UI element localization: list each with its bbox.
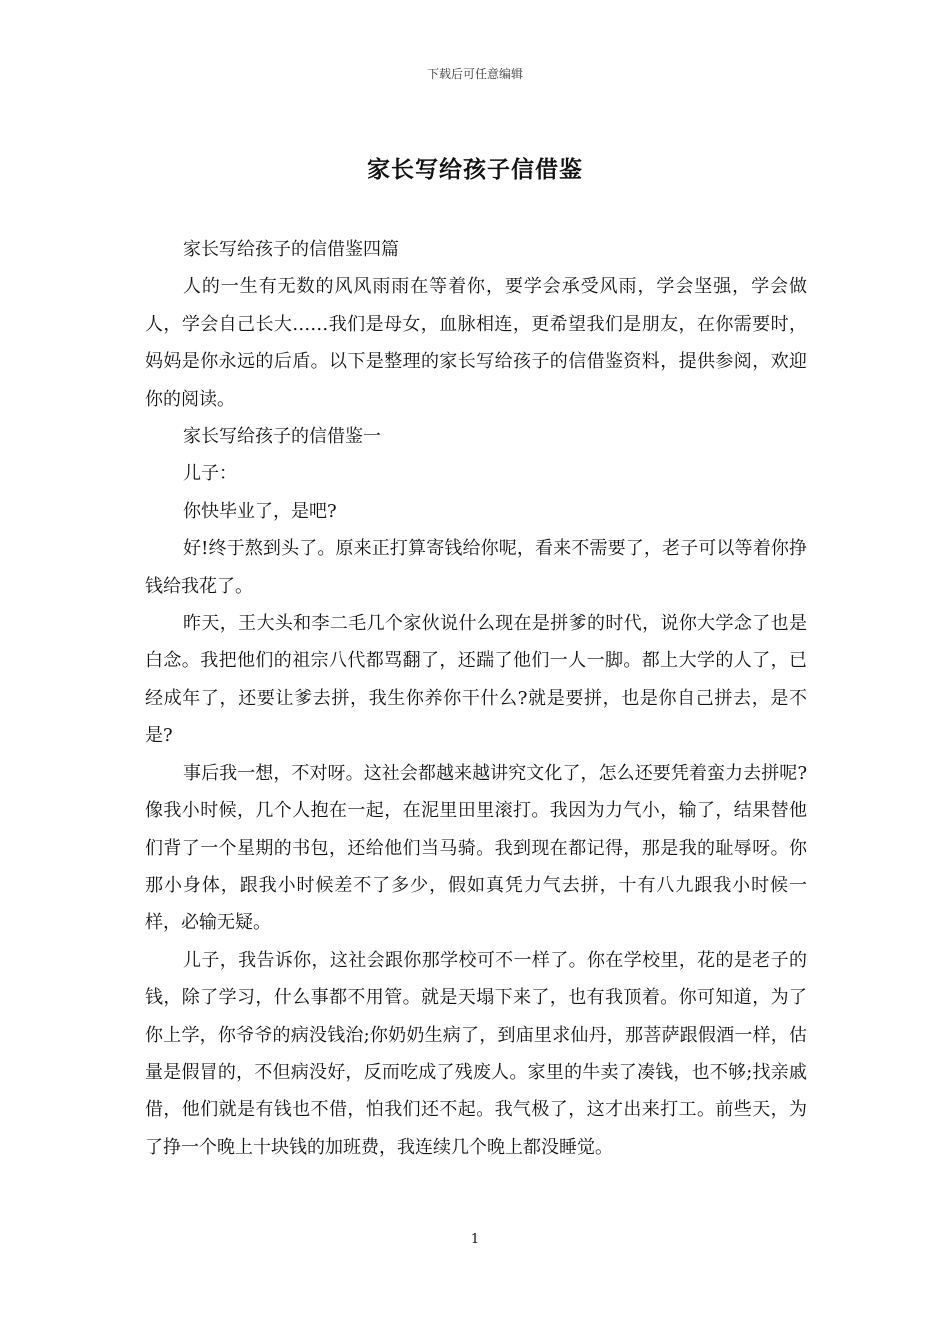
paragraph: 事后我一想，不对呀。这社会都越来越讲究文化了，怎么还要凭着蛮力去拼呢?像我小时候，几个人抱在一起，在泥里田里滚打。我因为力气小，输了，结果替他们背了一个星期的书包，还给他们当马骑。我到现在都记得，那是我的耻辱呀。你那小身体，跟我小时候差不了多少，假如真凭力气去拼，十有八九跟我小时候一样，必输无疑。: [145, 762, 807, 934]
document-body: [145, 231, 807, 1166]
paragraph: 好!终于熬到头了。原来正打算寄钱给你呢，看来不需要了，老子可以等着你挣钱给我花了。: [145, 538, 807, 597]
page-number: 1: [470, 1232, 480, 1247]
paragraph: 儿子，我告诉你，这社会跟你那学校可不一样了。你在学校里，花的是老子的钱，除了学习，什么事都不用管。就是天塌下来了，也有我顶着。你可知道，为了你上学，你爷爷的病没钱治;你奶奶生病了，到庙里求仙丹，那菩萨跟假酒一样，估量是假冒的，不但病没好，反而吃成了残废人。家里的牛卖了凑钱，也不够;找亲戚借，他们就是有钱也不借，怕我们还不起。我气极了，这才出来打工。前些天，为了挣一个晚上十块钱的加班费，我连续几个晚上都没睡觉。: [145, 949, 807, 1158]
paragraph: 你快毕业了，是吧?: [183, 500, 337, 522]
paragraph-subtitle: 家长写给孩子的信借鉴四篇: [183, 239, 399, 260]
page-header: 下载后可任意编辑: [426, 67, 523, 81]
paragraph-salutation: 儿子：: [183, 463, 237, 485]
document-title: 家长写给孩子信借鉴: [367, 156, 583, 183]
paragraph-intro: 人的一生有无数的风风雨雨在等着你，要学会承受风雨，学会坚强，学会做人，学会自己长大……我们是母女，血脉相连，更希望我们是朋友，在你需要时，妈妈是你永远的后盾。以下是整理的家长写给孩子的信借鉴资料，提供参阅，欢迎你的阅读。: [145, 276, 807, 410]
paragraph: 昨天，王大头和李二毛几个家伙说什么现在是拼爹的时代，说你大学念了也是白念。我把他们的祖宗八代都骂翻了，还踹了他们一人一脚。都上大学的人了，已经成年了，还要让爹去拼，我生你养你干什么?就是要拼，也是你自己拼去，是不是?: [145, 613, 807, 747]
paragraph-letter-heading: 家长写给孩子的信借鉴一: [183, 426, 381, 448]
